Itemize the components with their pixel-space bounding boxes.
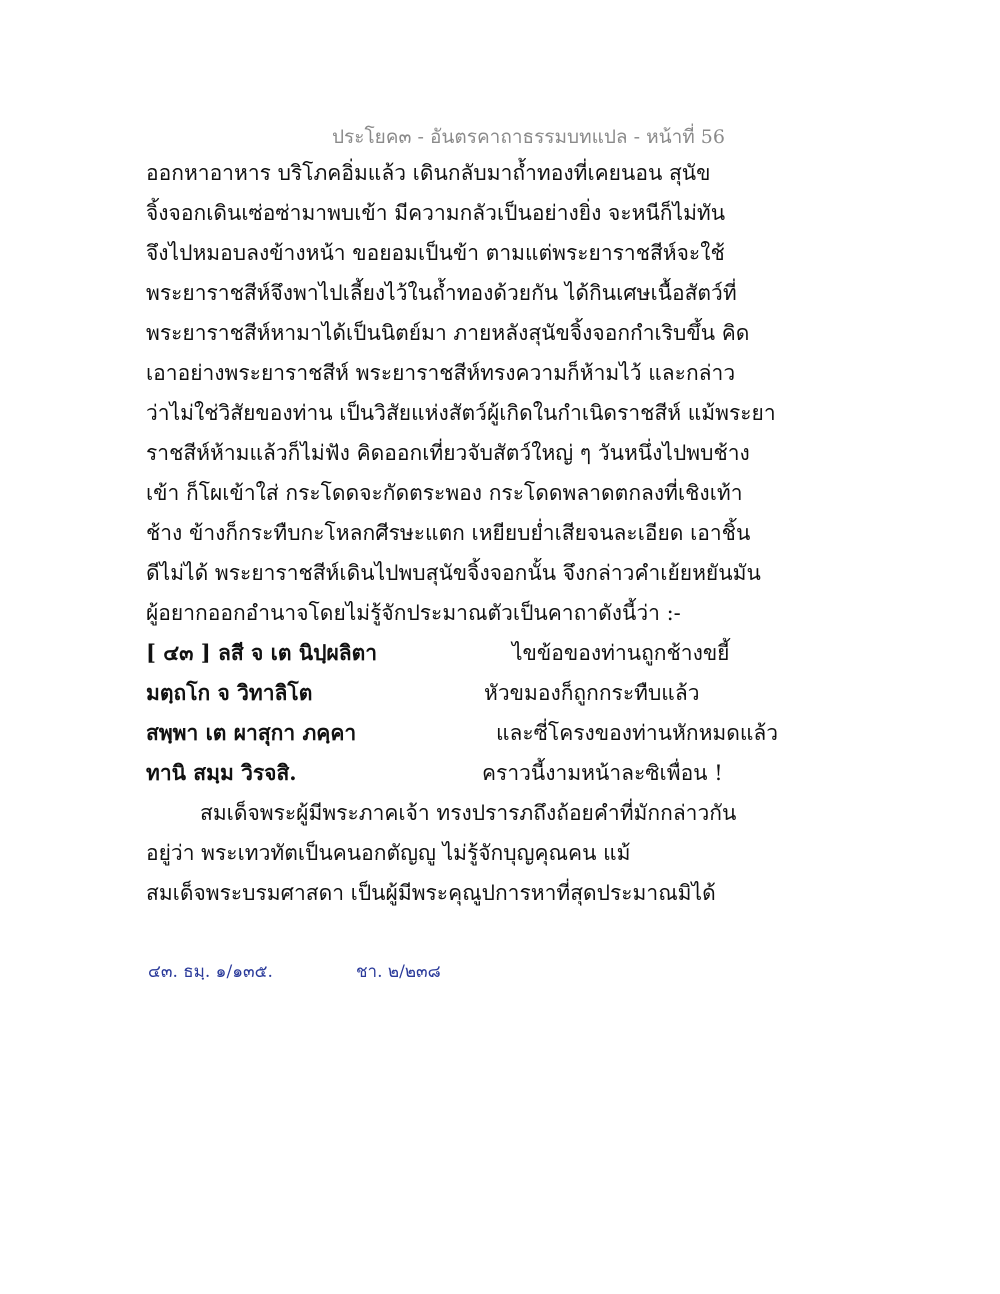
paragraph-line: อยู่ว่า พระเทวทัตเป็นคนอกตัญญู ไม่รู้จักบุญคุณคน แม้ <box>146 841 631 865</box>
footnote-reference: ชา. ๒/๒๓๘ <box>356 962 441 982</box>
verse-thai-line: และซี่โครงของท่านหักหมดแล้ว <box>496 721 779 745</box>
paragraph-line: พระยาราชสีห์จึงพาไปเลี้ยงไว้ในถ้ำทองด้วยกัน ได้กินเศษเนื้อสัตว์ที่ <box>146 281 737 305</box>
verse-pali-line: มตฺถโก จ วิทาลิโต <box>146 680 313 705</box>
paragraph-line: ช้าง ข้างก็กระทืบกะโหลกศีรษะแตก เหยียบย่ำเสียจนละเอียด เอาชิ้น <box>146 521 751 545</box>
verse-pali-line: [ ๔๓ ] ลสี จ เต นิปฺผลิตา <box>146 640 378 665</box>
paragraph-line: พระยาราชสีห์หามาได้เป็นนิตย์มา ภายหลังสุนัขจิ้งจอกกำเริบขึ้น คิด <box>146 321 750 345</box>
verse-pali-line: สพฺพา เต ผาสุกา ภคฺคา <box>146 720 357 745</box>
verse-thai-line: ไขข้อของท่านถูกช้างขยี้ <box>512 641 730 665</box>
paragraph-line: สมเด็จพระบรมศาสดา เป็นผู้มีพระคุณูปการหาที่สุดประมาณมิได้ <box>146 881 716 905</box>
paragraph-line: เอาอย่างพระยาราชสีห์ พระยาราชสีห์ทรงความก็ห้ามไว้ และกล่าว <box>146 361 736 385</box>
paragraph-line: ว่าไม่ใช่วิสัยของท่าน เป็นวิสัยแห่งสัตว์ผู้เกิดในกำเนิดราชสีห์ แม้พระยา <box>146 401 776 425</box>
verse-thai-line: คราวนี้งามหน้าละซิเพื่อน ! <box>482 761 723 785</box>
paragraph-line: สมเด็จพระผู้มีพระภาคเจ้า ทรงปรารภถึงถ้อยคำที่มักกล่าวกัน <box>200 801 737 825</box>
verse-thai-line: หัวขมองก็ถูกกระทืบแล้ว <box>484 681 700 705</box>
paragraph-line: จึงไปหมอบลงข้างหน้า ขอยอมเป็นข้า ตามแต่พระยาราชสีห์จะใช้ <box>146 241 725 265</box>
verse-pali-line: ทานิ สมฺม วิรจสิ. <box>146 760 297 785</box>
paragraph-line: จิ้งจอกเดินเซ่อซ่ามาพบเข้า มีความกลัวเป็นอย่างยิ่ง จะหนีก็ไม่ทัน <box>146 201 726 225</box>
paragraph-line: ออกหาอาหาร บริโภคอิ่มแล้ว เดินกลับมาถ้ำทองที่เคยนอน สุนัข <box>146 161 711 185</box>
paragraph-line: เข้า ก็โผเข้าใส่ กระโดดจะกัดตระพอง กระโดดพลาดตกลงที่เชิงเท้า <box>146 481 743 505</box>
paragraph-line: ผู้อยากออกอำนาจโดยไม่รู้จักประมาณตัวเป็นคาถาดังนี้ว่า :- <box>146 601 681 625</box>
paragraph-line: ราชสีห์ห้ามแล้วก็ไม่ฟัง คิดออกเที่ยวจับสัตว์ใหญ่ ๆ วันหนึ่งไปพบช้าง <box>146 441 750 465</box>
footnote-reference: ๔๓. ธมฺ. ๑/๑๓๕. <box>148 962 273 982</box>
page-header: ประโยค๓ - อันตรคาถาธรรมบทแปล - หน้าที่ 56 <box>332 126 725 148</box>
paragraph-line: ดีไม่ได้ พระยาราชสีห์เดินไปพบสุนัขจิ้งจอกนั้น จึงกล่าวคำเย้ยหยันมัน <box>146 561 761 585</box>
